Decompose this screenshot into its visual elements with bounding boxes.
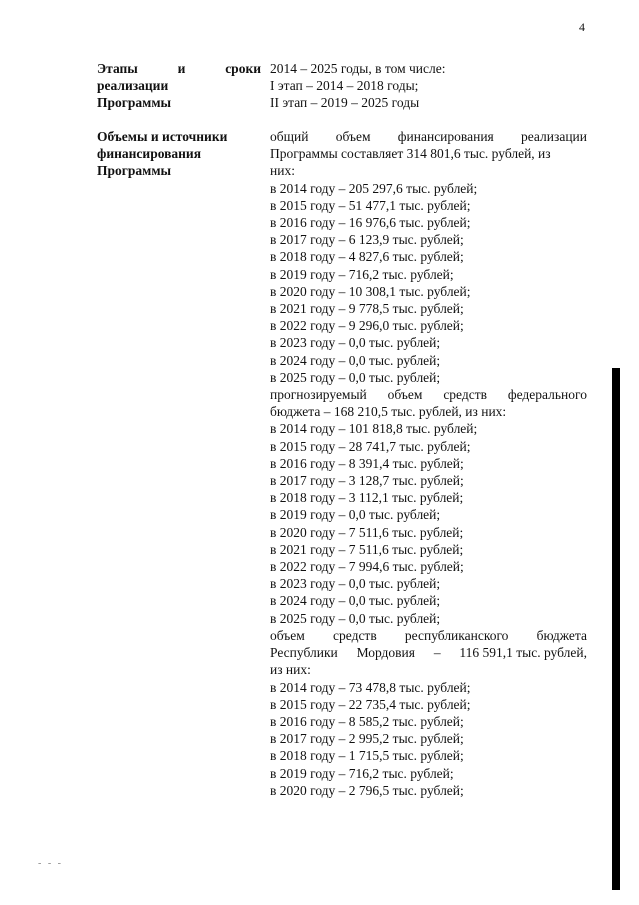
funding-intro-line1 — [270, 128, 587, 145]
stages-line: II этап – 2019 – 2025 годы — [270, 95, 420, 111]
stages-label — [97, 60, 261, 111]
federal-intro-word: федерального — [507, 387, 587, 403]
funding-intro-line3: них: — [270, 163, 295, 179]
republic-year-line: в 2018 году – 1 715,5 тыс. рублей; — [270, 748, 464, 764]
stages-label-word: сроки — [225, 61, 261, 76]
funding-intro-word: объем — [335, 129, 371, 144]
page-number: 4 — [579, 20, 585, 34]
federal-intro-word: средств — [443, 387, 488, 403]
funding-label-line2: финансирования — [97, 146, 202, 161]
federal-year-line: в 2017 году – 3 128,7 тыс. рублей; — [270, 473, 464, 489]
republic-intro-word: Республики — [270, 645, 338, 661]
federal-year-line: в 2018 году – 3 112,1 тыс. рублей; — [270, 490, 464, 506]
republic-year-line: в 2015 году – 22 735,4 тыс. рублей; — [270, 696, 471, 712]
federal-intro-word: объем — [387, 387, 423, 403]
republic-intro-word: объем — [270, 627, 305, 643]
funding-value — [270, 128, 587, 799]
funding-intro-word: общий — [270, 129, 309, 144]
republic-intro-word: бюджета — [536, 627, 587, 643]
funding-label-line1: Объемы и источники — [97, 129, 228, 144]
stages-label-word: и — [177, 61, 186, 76]
stages-label-line3: Программы — [97, 95, 172, 110]
total-year-line: в 2024 году – 0,0 тыс. рублей; — [270, 352, 441, 368]
federal-year-line: в 2016 году – 8 391,4 тыс. рублей; — [270, 455, 464, 471]
federal-year-line: в 2014 году – 101 818,8 тыс. рублей; — [270, 421, 478, 437]
republic-intro-line1 — [270, 627, 587, 644]
stages-value — [270, 60, 587, 112]
republic-intro-word: республиканского — [404, 627, 509, 643]
federal-year-line: в 2024 году – 0,0 тыс. рублей; — [270, 593, 441, 609]
republic-year-line: в 2019 году – 716,2 тыс. рублей; — [270, 765, 454, 781]
republic-year-line: в 2020 году – 2 796,5 тыс. рублей; — [270, 782, 464, 798]
total-year-line: в 2023 году – 0,0 тыс. рублей; — [270, 335, 441, 351]
scan-edge-bar — [612, 368, 620, 890]
total-year-line: в 2025 году – 0,0 тыс. рублей; — [270, 369, 441, 385]
scan-marks: - - - — [38, 858, 63, 869]
republic-intro-word: 116 591,1 тыс. рублей, — [459, 645, 587, 661]
federal-year-line: в 2021 году – 7 511,6 тыс. рублей; — [270, 541, 464, 557]
total-year-line: в 2017 году – 6 123,9 тыс. рублей; — [270, 232, 464, 248]
total-year-line: в 2020 году – 10 308,1 тыс. рублей; — [270, 283, 471, 299]
federal-year-line: в 2025 году – 0,0 тыс. рублей; — [270, 610, 441, 626]
total-year-line: в 2016 году – 16 976,6 тыс. рублей; — [270, 215, 471, 231]
stages-line: I этап – 2014 – 2018 годы; — [270, 78, 419, 94]
republic-year-line: в 2014 году – 73 478,8 тыс. рублей; — [270, 679, 471, 695]
funding-intro-line2: Программы составляет 314 801,6 тыс. рублей, из — [270, 146, 551, 162]
total-year-line: в 2015 году – 51 477,1 тыс. рублей; — [270, 197, 471, 213]
republic-intro-line2 — [270, 644, 587, 661]
stages-label-line2: реализации — [97, 78, 169, 93]
federal-year-line: в 2019 году – 0,0 тыс. рублей; — [270, 507, 441, 523]
republic-intro-word: – — [433, 645, 441, 661]
total-year-line: в 2022 году – 9 296,0 тыс. рублей; — [270, 318, 464, 334]
federal-year-line: в 2023 году – 0,0 тыс. рублей; — [270, 576, 441, 592]
total-year-line: в 2021 году – 9 778,5 тыс. рублей; — [270, 301, 464, 317]
republic-year-line: в 2017 году – 2 995,2 тыс. рублей; — [270, 731, 464, 747]
republic-intro-word: средств — [333, 627, 377, 643]
federal-year-line: в 2020 году – 7 511,6 тыс. рублей; — [270, 524, 464, 540]
federal-year-line: в 2022 году – 7 994,6 тыс. рублей; — [270, 559, 464, 575]
republic-intro-line3: из них: — [270, 662, 311, 678]
stages-line: 2014 – 2025 годы, в том числе: — [270, 61, 446, 76]
republic-intro-word: Мордовия — [356, 645, 415, 661]
total-year-line: в 2019 году – 716,2 тыс. рублей; — [270, 266, 454, 282]
funding-intro-word: реализации — [521, 129, 587, 144]
federal-intro-line1 — [270, 386, 587, 403]
federal-intro-line2: бюджета – 168 210,5 тыс. рублей, из них: — [270, 404, 507, 420]
stages-label-word: Этапы — [97, 61, 138, 76]
federal-intro-word: прогнозируемый — [270, 387, 367, 403]
federal-year-line: в 2015 году – 28 741,7 тыс. рублей; — [270, 438, 471, 454]
funding-label-line3: Программы — [97, 163, 172, 178]
total-year-line: в 2018 году – 4 827,6 тыс. рублей; — [270, 249, 464, 265]
republic-year-line: в 2016 году – 8 585,2 тыс. рублей; — [270, 713, 464, 729]
funding-intro-word: финансирования — [397, 129, 494, 144]
total-year-line: в 2014 году – 205 297,6 тыс. рублей; — [270, 180, 478, 196]
stages-label-line1 — [97, 60, 261, 77]
funding-label — [97, 128, 261, 179]
